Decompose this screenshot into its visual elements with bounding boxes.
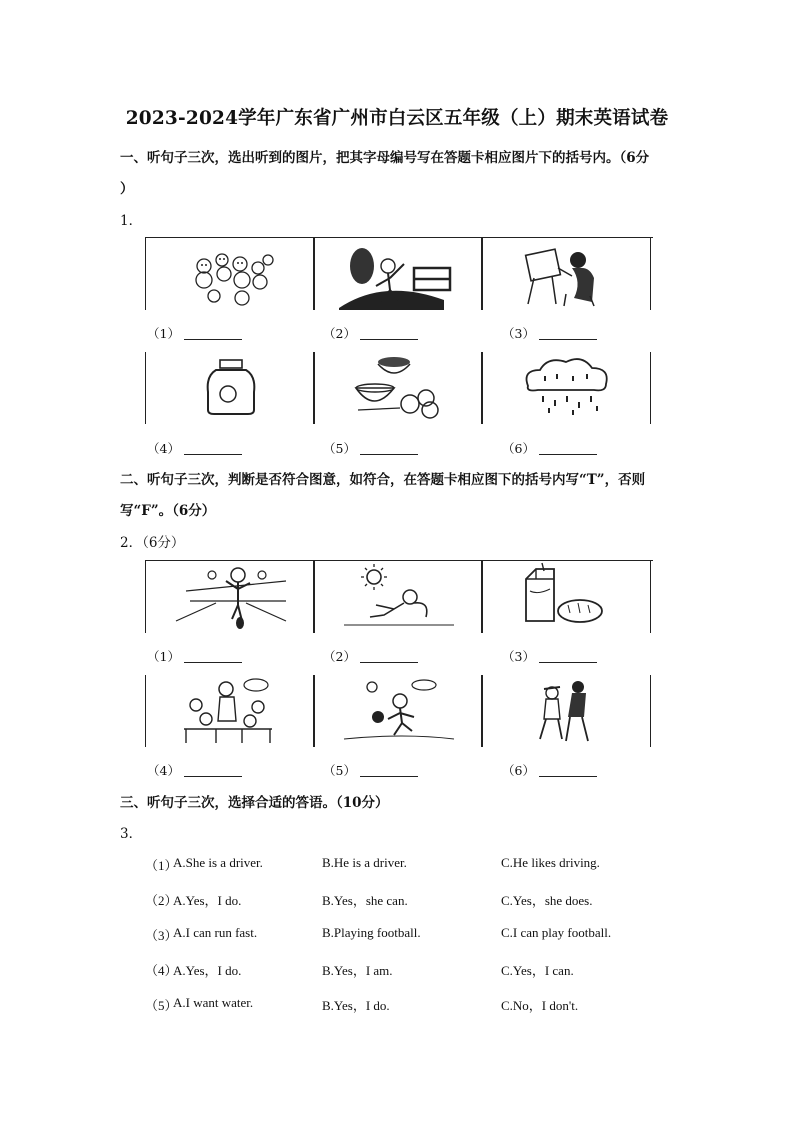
caption-1-5: （5） (323, 439, 418, 457)
answer-blank[interactable] (184, 776, 242, 777)
picture-toys (145, 238, 315, 310)
picture-sun-lying (313, 561, 483, 633)
picture-running-race (145, 561, 315, 633)
caption-2-6: （6） (502, 761, 597, 779)
q3-5-option-c[interactable]: C.No，I don't. (501, 998, 579, 1013)
picture-row-1a (145, 237, 653, 310)
caption-2-5: （5） (323, 761, 418, 779)
question-3-number: 3． (120, 826, 143, 842)
caption-2-3: （3） (502, 647, 597, 665)
q3-3-option-c[interactable]: C.I can play football. (501, 925, 612, 940)
q3-4-option-a[interactable]: A.Yes，I do. (173, 963, 242, 978)
picture-row-2a (145, 560, 653, 633)
q3-5-label: （5） (145, 998, 178, 1013)
q3-5-option-a[interactable]: A.I want water. (173, 995, 254, 1010)
question-1-number: 1． (120, 213, 143, 229)
answer-blank[interactable] (539, 776, 597, 777)
picture-painting (481, 238, 651, 310)
q3-3-option-a[interactable]: A.I can run fast. (173, 925, 258, 940)
q3-1-option-a[interactable]: A.She is a driver. (173, 855, 263, 870)
section3-heading: 三、听句子三次，选择合适的答语。（10分） (120, 795, 389, 811)
caption-2-4: （4） (147, 761, 242, 779)
answer-blank[interactable] (360, 662, 418, 663)
picture-row-2b (145, 675, 653, 747)
picture-police-officer (481, 675, 651, 747)
answer-blank[interactable] (539, 339, 597, 340)
caption-2-2: （2） (323, 647, 418, 665)
q3-1-option-c[interactable]: C.He likes driving. (501, 855, 600, 870)
section2-heading: 二、听句子三次，判断是否符合图意，如符合，在答题卡相应图下的括号内写“T”，否则 (120, 472, 646, 488)
answer-blank[interactable] (184, 662, 242, 663)
q3-2-option-a[interactable]: A.Yes，I do. (173, 893, 242, 908)
caption-1-3: （3） (502, 324, 597, 342)
picture-food-fruit (313, 352, 483, 424)
q3-4-label: （4） (145, 963, 178, 978)
answer-blank[interactable] (360, 454, 418, 455)
q3-1-option-b[interactable]: B.He is a driver. (322, 855, 407, 870)
section1-heading: 一、听句子三次，选出听到的图片，把其字母编号写在答题卡相应图片下的括号内。（6分 (120, 150, 650, 166)
caption-1-1: （1） (147, 324, 242, 342)
q3-4-option-b[interactable]: B.Yes，I am. (322, 963, 393, 978)
q3-2-option-c[interactable]: C.Yes，she does. (501, 893, 593, 908)
q3-2-label: （2） (145, 893, 178, 908)
q3-3-label: （3） (145, 928, 178, 943)
picture-kicking-ball (313, 675, 483, 747)
q3-2-option-b[interactable]: B.Yes，she can. (322, 893, 408, 908)
q3-5-option-b[interactable]: B.Yes，I do. (322, 998, 390, 1013)
picture-bottle (145, 352, 315, 424)
caption-1-4: （4） (147, 439, 242, 457)
caption-2-1: （1） (147, 647, 242, 665)
picture-rain-cloud (481, 352, 651, 424)
q3-1-label: （1） (145, 858, 178, 873)
answer-blank[interactable] (539, 454, 597, 455)
q3-3-option-b[interactable]: B.Playing football. (322, 925, 421, 940)
question-2-number: 2．（6分） (120, 535, 185, 551)
answer-blank[interactable] (360, 339, 418, 340)
answer-blank[interactable] (360, 776, 418, 777)
caption-1-6: （6） (502, 439, 597, 457)
answer-blank[interactable] (184, 454, 242, 455)
picture-row-1b (145, 352, 653, 424)
page-title: 2023-2024学年广东省广州市白云区五年级（上）期末英语试卷 (125, 108, 669, 129)
section1-heading-cont: ） (120, 181, 134, 197)
picture-hill-child (313, 238, 483, 310)
picture-classroom (145, 675, 315, 747)
q3-4-option-c[interactable]: C.Yes，I can. (501, 963, 574, 978)
picture-milk-bread (481, 561, 651, 633)
section2-heading-cont: 写“F”。（6分） (120, 503, 216, 519)
answer-blank[interactable] (539, 662, 597, 663)
answer-blank[interactable] (184, 339, 242, 340)
caption-1-2: （2） (323, 324, 418, 342)
